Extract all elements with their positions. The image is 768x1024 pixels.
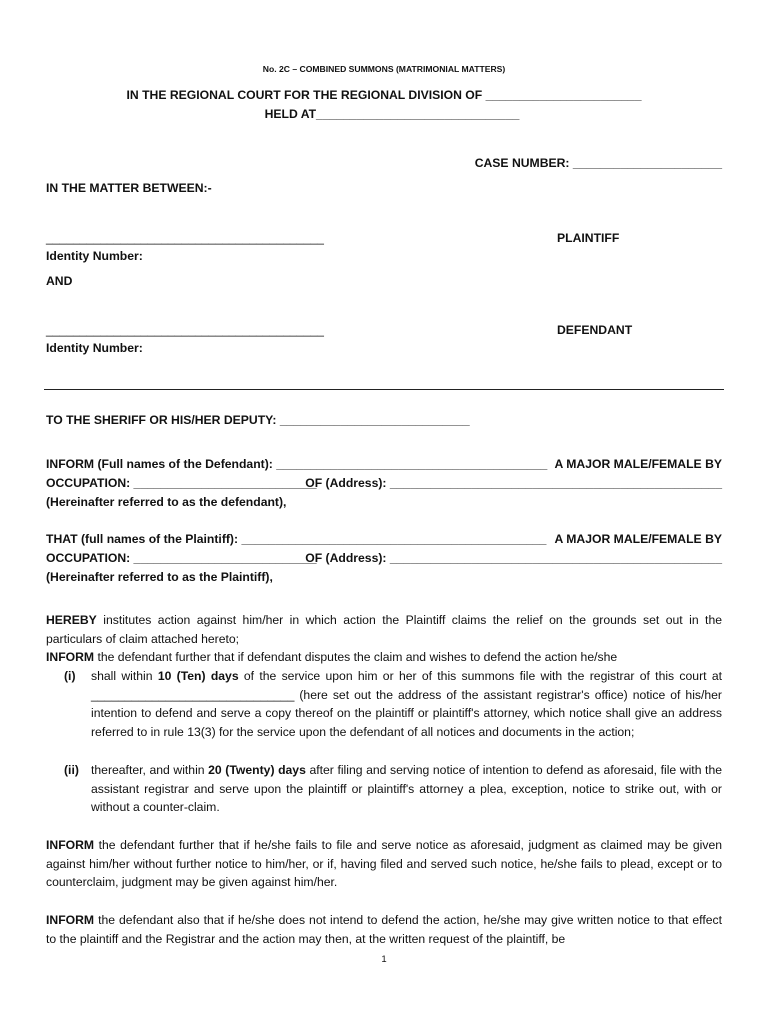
inform2-text: the defendant further that if he/she fails to file and serve notice as aforesaid, judgment as claimed may be given against him/her without further notice to him/her, or if, having filed and served such notice, he/she fails to plead, except or to counterclaim, judgment may be given against him/her. xyxy=(46,838,722,890)
inform-keyword: INFORM xyxy=(46,650,95,665)
divider-line xyxy=(44,389,724,390)
and-separator: AND xyxy=(46,274,73,288)
plaintiff-name-blank: _________________________________________ xyxy=(46,231,324,245)
inform-defendant-name: INFORM (Full names of the Defendant): ________________________________________ xyxy=(46,457,548,471)
that-occupation: OCCUPATION: ___________________________ xyxy=(46,551,317,565)
inform-occupation: OCCUPATION: ___________________________ xyxy=(46,476,317,490)
plaintiff-label: PLAINTIFF xyxy=(557,231,620,245)
defendant-name-blank: _________________________________________ xyxy=(46,323,324,337)
inform-default-judgment-paragraph xyxy=(46,836,722,892)
that-hereinafter: (Hereinafter referred to as the Plaintiff), xyxy=(46,570,273,584)
hereby-paragraph xyxy=(46,611,722,667)
list-item-ii-text: thereafter, and within 20 (Twenty) days after filing and serving notice of intention to defend as aforesaid, file with the assistant registrar and serve upon the plaintiff or plaintiff's attorney a plea, exception, notice to strike out, with or without a counter-claim. xyxy=(91,763,723,815)
defendant-identity-number: Identity Number: xyxy=(46,341,143,355)
sheriff-line: TO THE SHERIFF OR HIS/HER DEPUTY: ____________________________ xyxy=(46,413,470,427)
court-heading: IN THE REGIONAL COURT FOR THE REGIONAL DIVISION OF _______________________ xyxy=(126,88,642,102)
defendant-label: DEFENDANT xyxy=(557,323,633,337)
inform-major-label: A MAJOR MALE/FEMALE BY xyxy=(554,457,722,471)
that-address: OF (Address): _________________________________________________ xyxy=(305,551,722,565)
form-number: No. 2C – COMBINED SUMMONS (MATRIMONIAL MATTERS) xyxy=(262,64,506,74)
inform-no-defence-paragraph xyxy=(46,911,722,948)
held-at-line: HELD AT______________________________ xyxy=(264,107,520,121)
case-number-field: CASE NUMBER: ______________________ xyxy=(474,156,722,170)
that-occupation-line xyxy=(46,549,722,568)
inform3-text: the defendant also that if he/she does not intend to defend the action, he/she may give written notice to that effect to the plaintiff and the Registrar and the action may then, at the written request of the plaintiff, be xyxy=(46,913,722,946)
inform-occupation-line xyxy=(46,474,722,493)
matter-between-heading: IN THE MATTER BETWEEN:- xyxy=(46,181,212,195)
hereby-text: institutes action against him/her in which action the Plaintiff claims the relief on the grounds set out in the particulars of claim attached hereto; xyxy=(46,613,722,646)
inform-defendant-line xyxy=(46,455,722,474)
inform-text: the defendant further that if defendant disputes the claim and wishes to defend the action he/she xyxy=(94,650,618,665)
list-item-i-number: (i) xyxy=(64,669,76,683)
that-major-label: A MAJOR MALE/FEMALE BY xyxy=(554,532,722,546)
plaintiff-identity-number: Identity Number: xyxy=(46,249,143,263)
hereby-keyword: HEREBY xyxy=(46,613,97,627)
inform3-keyword: INFORM xyxy=(46,913,95,927)
that-plaintiff-line xyxy=(46,530,722,549)
inform2-keyword: INFORM xyxy=(46,838,95,852)
inform-hereinafter: (Hereinafter referred to as the defendant), xyxy=(46,495,287,509)
page-number: 1 xyxy=(381,954,387,965)
that-plaintiff-name: THAT (full names of the Plaintiff): _____________________________________________ xyxy=(46,532,547,546)
twenty-days: 20 (Twenty) days xyxy=(208,763,306,777)
list-item-ii-number: (ii) xyxy=(64,763,79,777)
list-item-i-text: shall within 10 (Ten) days of the service upon him or her of this summons file with the registrar of this court at ______________________________ (here set out the address of the assistant registrar's office) notice of his/her intention to defend and serve a copy thereof on the plaintiff or plaintiff's attorney, which notice shall give an address referred to in rule 13(3) for the service upon the defendant of all notices and documents in the action; xyxy=(91,669,722,739)
inform-address: OF (Address): _________________________________________________ xyxy=(305,476,722,490)
ten-days: 10 (Ten) days xyxy=(157,669,239,683)
